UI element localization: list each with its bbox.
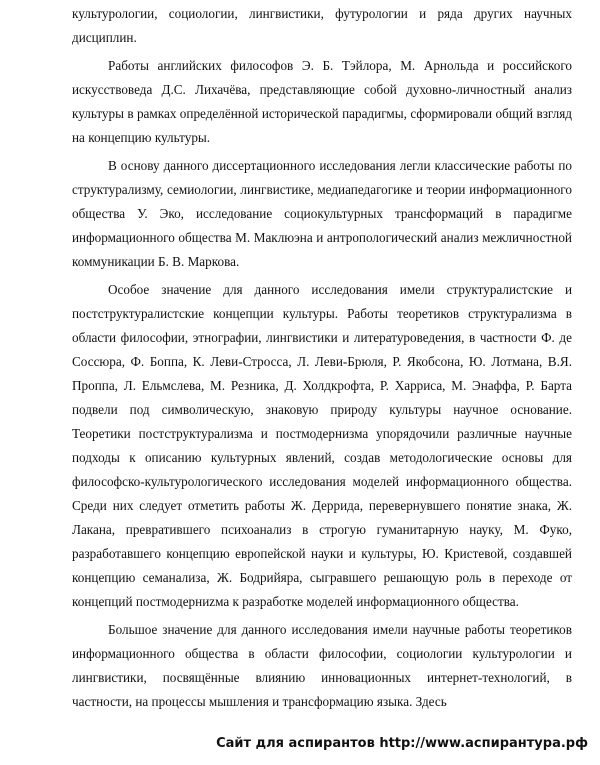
paragraph-research-basis: В основу данного диссертационного исследования легли классические работы по структурализму, семиологии, лингвистике, медиапедагогике и теории информационного общества У. Эко, исследование социокультурных трансформаций в парадигме информационного общества М. Маклюэна и антропологический анализ межличностной коммуникации Б. В. Маркова. [72,158,572,269]
document-body [72,2,572,714]
paragraph-structuralist-concepts: Особое значение для данного исследования имели структуралистские и постструктуралистские концепции культуры. Работы теоретиков структурализма в области философии, этнографии, лингвистики и литературоведения, в частности Ф. де Соссюра, Ф. Боппа, К. Леви-Стросса, Л. Леви-Брюля, Р. Якобсона, Ю. Лотмана, В.Я. Проппа, Л. Ельмслева, М. Резника, Д. Холдкрофта, Р. Харриса, М. Энаффа, Р. Барта подвели под символическую, знаковую природу культуры научное основание. Теоретики постструктурализма и постмодернизма упорядочили различные научные подходы к описанию культурных явлений, создав методологические основы для философско-культурологического исследования моделей информационного общества. Среди них следует отметить работы Ж. Деррида, перевернувшего понятие знака, Ж. Лакана, превратившего психоанализ в строгую гуманитарную науку, М. Фуко, разработавшего концепцию европейской науки и культуры, Ю. Кристевой, создавшей концепцию семанализа, Ж. Бодрийяра, сыгравшего решающую роль в переходе от концепций постмодерниzма к разработке моделей информационного общества. [72,282,572,609]
site-footer-link[interactable]: Сайт для аспирантов http://www.аспирантура.рф [216,736,588,751]
paragraph-continuation: культурологии, социологии, лингвистики, футурологии и ряда других научных дисциплин. [72,6,572,45]
paragraph-information-society-theorists: Большое значение для данного исследования имели научные работы теоретиков информационного общества в области философии, социологии культурологии и лингвистики, посвящённые влиянию инновационных интернет-технологий, в частности, на процессы мышления и трансформацию языка. Здесь [72,622,572,709]
paragraph-works-english-philosophers: Работы английских философов Э. Б. Тэйлора, М. Арнольда и российского искусствоведа Д.С. Лихачёва, представляющие собой духовно-личностный анализ культуры в рамках определённой исторической парадигмы, сформировали общий взгляд на концепцию культуры. [72,58,572,145]
